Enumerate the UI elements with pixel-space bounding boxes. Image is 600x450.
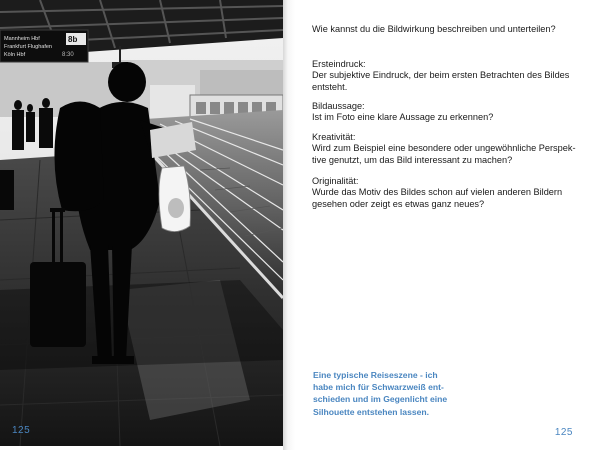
caption-line: Silhouette entstehen lassen. [313,406,430,417]
photo-icon [0,0,283,446]
criterion-description: Wurde das Motiv des Bildes schon auf vielen anderen Bildern gesehen oder zeigt es etwas ganz neues? [312,187,563,209]
page-number-right: 125 [554,427,573,438]
criterion-bildaussage [312,101,587,124]
criterion-heading: Originalität: [312,176,359,186]
criterion-description: Ist im Foto eine klare Aussage zu erkennen? [312,112,494,123]
train-station-photo [0,0,283,446]
criterion-ersteindruck [312,59,587,93]
criterion-description: Wird zum Beispiel eine besondere oder ungewöhnliche Perspek-tive genutzt, um das Bild interessant zu machen? [312,143,576,165]
board-track: 8b [68,35,78,44]
caption-line: habe mich für Schwarzweiß ent- [313,382,444,393]
criterion-originalitaet [312,176,587,210]
criterion-heading: Kreativität: [312,132,356,142]
board-line-1: Mannheim Hbf [4,36,40,42]
board-line-3: Köln Hbf [4,52,26,58]
caption-line: Eine typische Reiseszene - ich [313,370,438,380]
criterion-heading: Bildaussage: [312,101,365,111]
criterion-heading: Ersteindruck: [312,59,366,69]
book-gutter [283,0,295,450]
page-number-left: 125 [12,425,31,436]
caption-line: schieden und im Gegenlicht eine [313,394,448,405]
board-time: 8:30 [62,52,74,58]
board-line-2: Frankfurt Flughafen [4,44,52,50]
criterion-description: Der subjektive Eindruck, der beim ersten Betrachten des Bildes entsteht. [312,70,570,92]
photo-caption [313,369,463,418]
question-heading: Wie kannst du die Bildwirkung beschreiben und unterteilen? [312,24,556,34]
criterion-kreativitaet [312,132,587,166]
departure-board [0,30,88,62]
